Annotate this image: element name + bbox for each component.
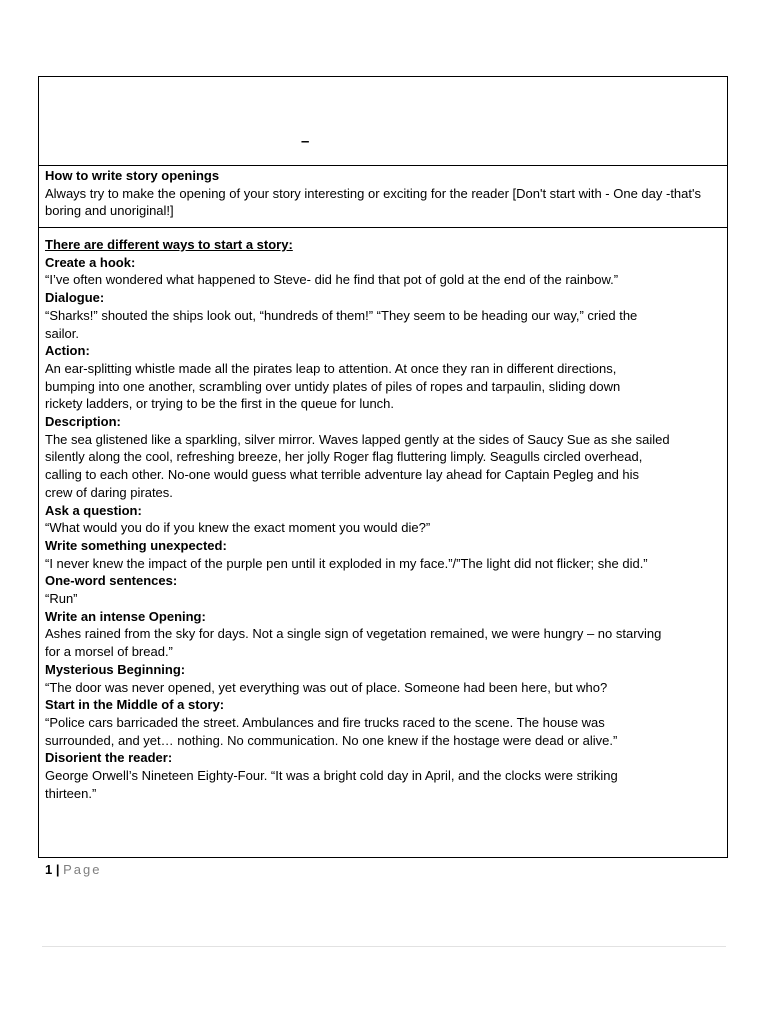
section-label: One-word sentences: <box>45 573 178 589</box>
section-line: The sea glistened like a sparkling, silver mirror. Waves lapped gently at the sides of Saucy Sue as she sailed <box>45 431 670 447</box>
intro-text: Always try to make the opening of your story interesting or exciting for the reader [Don't start with - One day -that's boring and unoriginal!] <box>45 185 701 219</box>
section-line: “I never knew the impact of the purple pen until it exploded in my face.”/”The light did not flicker; she did.” <box>45 555 648 571</box>
title-mark: – <box>301 133 310 150</box>
title-cell <box>39 77 727 166</box>
section-line: calling to each other. No-one would guess what terrible adventure lay ahead for Captain Pegleg and his <box>45 467 640 483</box>
section-label: Mysterious Beginning: <box>45 661 186 677</box>
section-line: Ashes rained from the sky for days. Not a single sign of vegetation remained, we were hungry – no starving <box>45 626 662 642</box>
section-line: rickety ladders, or trying to be the first in the queue for lunch. <box>45 396 395 412</box>
section-line: surrounded, and yet… nothing. No communication. No one knew if the hostage were dead or alive.” <box>45 732 618 748</box>
section-label: Start in the Middle of a story: <box>45 697 225 713</box>
page-number: 1 <box>45 862 53 877</box>
section-line: “Police cars barricaded the street. Ambulances and fire trucks raced to the scene. The house was <box>45 714 605 730</box>
section-line: “I’ve often wondered what happened to Steve- did he find that pot of gold at the end of the rainbow.” <box>45 272 619 288</box>
footer-divider <box>42 946 726 947</box>
intro-heading: How to write story openings <box>45 168 220 183</box>
section-line: crew of daring pirates. <box>45 484 173 500</box>
section-line: “What would you do if you knew the exact moment you would die?” <box>45 520 431 536</box>
section-line: “Sharks!” shouted the ships look out, “hundreds of them!” “They seem to be heading our way,” cried the <box>45 307 638 323</box>
section-line: An ear-splitting whistle made all the pirates leap to attention. At once they ran in different directions, <box>45 360 617 376</box>
section-label: Create a hook: <box>45 254 136 270</box>
section-line: George Orwell’s Nineteen Eighty-Four. “It was a bright cold day in April, and the clocks were striking <box>45 768 618 784</box>
page-separator: | <box>52 862 64 877</box>
section-line: for a morsel of bread.” <box>45 644 173 660</box>
section-line: sailor. <box>45 325 79 341</box>
intro-cell <box>39 166 727 228</box>
section-label: Write something unexpected: <box>45 537 227 553</box>
section-label: Action: <box>45 343 90 359</box>
page-footer <box>45 862 101 877</box>
section-label: Disorient the reader: <box>45 750 173 766</box>
section-line: “The door was never opened, yet everything was out of place. Someone had been here, but who? <box>45 679 608 695</box>
section-label: Write an intense Opening: <box>45 608 206 624</box>
section-label: Ask a question: <box>45 502 142 518</box>
section-line: bumping into one another, scrambling over untidy plates of piles of ropes and tarpaulin, sliding down <box>45 378 621 394</box>
document-table <box>38 76 728 858</box>
section-line: silently along the cool, refreshing breeze, her jolly Roger flag fluttering limply. Seagulls circled overhead, <box>45 449 643 465</box>
section-label: Description: <box>45 414 121 430</box>
page-word: Page <box>63 862 102 877</box>
section-line: “Run” <box>45 591 78 607</box>
content-heading: There are different ways to start a story: <box>45 237 293 252</box>
section-label: Dialogue: <box>45 290 105 306</box>
section-line: thirteen.” <box>45 785 97 801</box>
content-cell <box>39 228 727 803</box>
